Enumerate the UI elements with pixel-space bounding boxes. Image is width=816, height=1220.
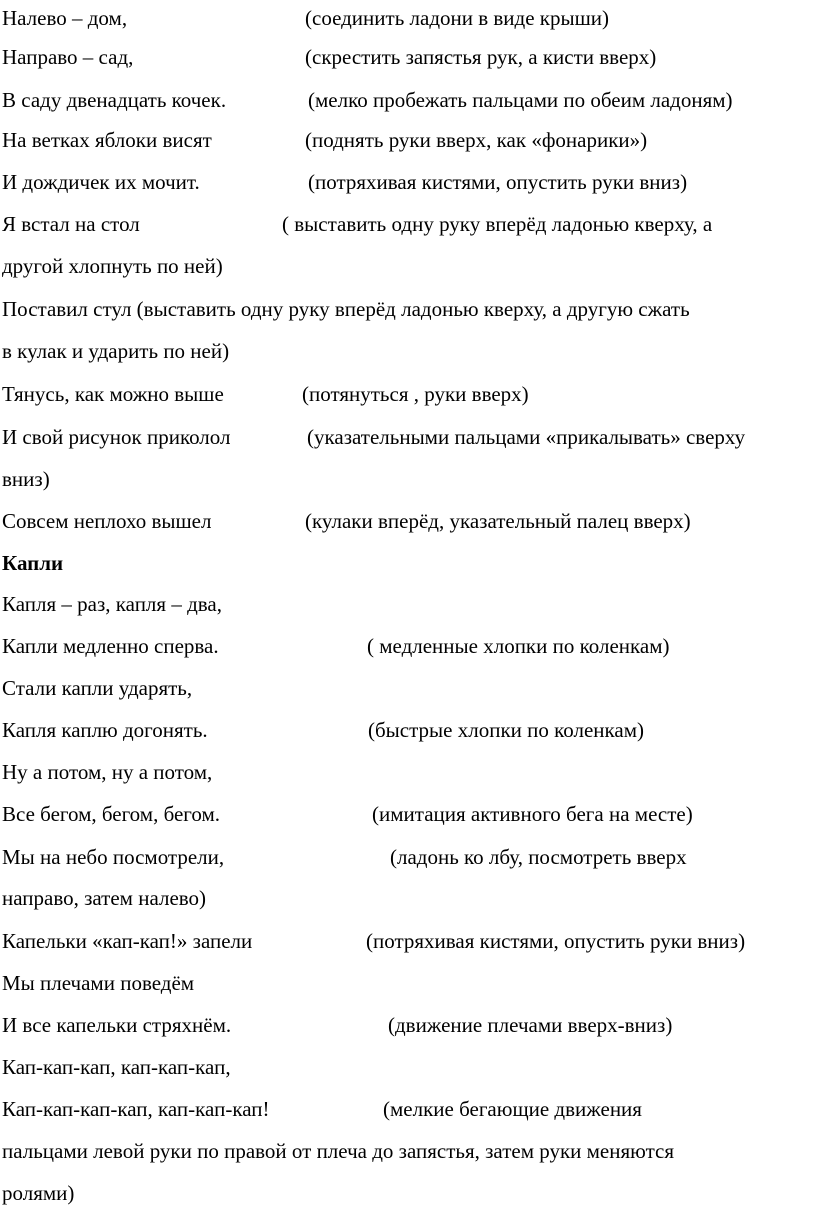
verse-text: пальцами левой руки по правой от плеча до запястья, затем руки меняются <box>2 1139 674 1163</box>
verse-text: Ну а потом, ну а потом, <box>2 760 213 784</box>
action-note: (потряхивая кистями, опустить руки вниз) <box>366 929 746 953</box>
verse-text: Капля каплю догонять. <box>2 718 208 742</box>
verse-text: вниз) <box>2 467 50 491</box>
verse-text: в кулак и ударить по ней) <box>2 339 230 363</box>
verse-text: В саду двенадцать кочек. <box>2 88 227 112</box>
verse-text: И все капельки стряхнём. <box>2 1013 232 1037</box>
verse-text: Кап-кап-кап, кап-кап-кап, <box>2 1055 231 1079</box>
action-note: (скрестить запястья рук, а кисти вверх) <box>305 45 657 69</box>
section-title: Капли <box>2 551 64 575</box>
verse-text: Тянусь, как можно выше <box>2 382 224 406</box>
verse-text: Совсем неплохо вышел <box>2 509 212 533</box>
action-note: (соединить ладони в виде крыши) <box>305 6 610 30</box>
action-note: (мелкие бегающие движения <box>383 1097 642 1121</box>
verse-text: Капли медленно сперва. <box>2 634 219 658</box>
action-note: (мелко пробежать пальцами по обеим ладоням) <box>308 88 733 112</box>
verse-text: Я встал на стол <box>2 212 140 236</box>
verse-text: Стали капли ударять, <box>2 676 193 700</box>
verse-text: Налево – дом, <box>2 6 128 30</box>
action-note: ( медленные хлопки по коленкам) <box>367 634 670 658</box>
verse-text: Капельки «кап-кап!» запели <box>2 929 253 953</box>
verse-text: И свой рисунок приколол <box>2 425 231 449</box>
action-note: (ладонь ко лбу, посмотреть вверх <box>390 845 687 869</box>
verse-text: И дождичек их мочит. <box>2 170 200 194</box>
action-note: (быстрые хлопки по коленкам) <box>368 718 645 742</box>
action-note: (потряхивая кистями, опустить руки вниз) <box>308 170 688 194</box>
action-note: (поднять руки вверх, как «фонарики») <box>305 128 648 152</box>
action-note: ( выставить одну руку вперёд ладонью кверху, а <box>282 212 713 236</box>
verse-text: Мы на небо посмотрели, <box>2 845 225 869</box>
verse-text: ролями) <box>2 1181 75 1205</box>
verse-text: Направо – сад, <box>2 45 134 69</box>
verse-text: другой хлопнуть по ней) <box>2 254 223 278</box>
action-note: (кулаки вперёд, указательный палец вверх) <box>305 509 691 533</box>
action-note: (потянуться , руки вверх) <box>302 382 529 406</box>
verse-text: Мы плечами поведём <box>2 971 195 995</box>
action-note: (имитация активного бега на месте) <box>372 802 693 826</box>
verse-text: Все бегом, бегом, бегом. <box>2 802 221 826</box>
verse-text: Поставил стул (выставить одну руку вперёд ладонью кверху, а другую сжать <box>2 297 690 321</box>
action-note: (движение плечами вверх-вниз) <box>388 1013 673 1037</box>
action-note: (указательными пальцами «прикалывать» сверху <box>307 425 746 449</box>
verse-text: Кап-кап-кап-кап, кап-кап-кап! <box>2 1097 270 1121</box>
verse-text: На ветках яблоки висят <box>2 128 212 152</box>
verse-text: Капля – раз, капля – два, <box>2 592 222 616</box>
verse-text: направо, затем налево) <box>2 886 207 910</box>
